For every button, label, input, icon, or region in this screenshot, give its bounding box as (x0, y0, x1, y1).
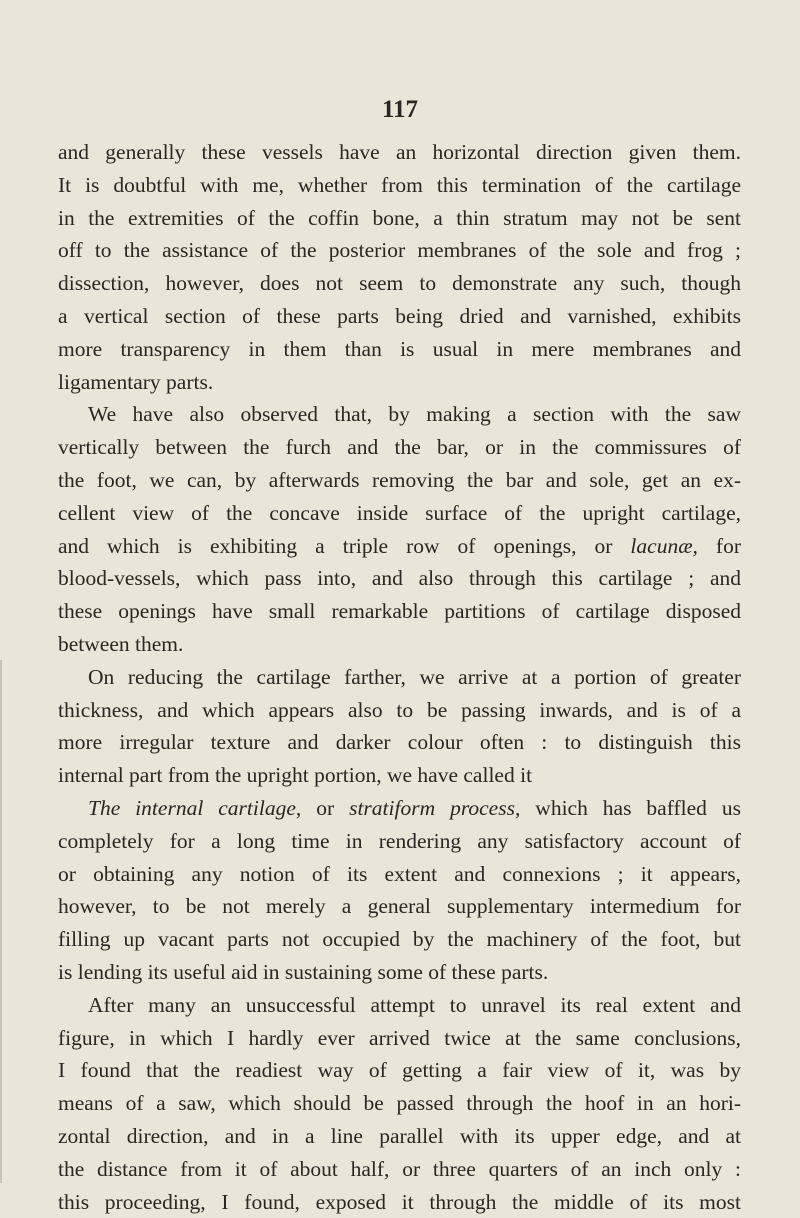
text-line: ligamentary parts. (58, 366, 741, 399)
text-line: the foot, we can, by afterwards removing the bar and sole, get an ex- (58, 464, 741, 497)
text-line: It is doubtful with me, whether from this termination of the cartilage (58, 169, 741, 202)
text-line: figure, in which I hardly ever arrived twice at the same conclusions, (58, 1022, 741, 1055)
page-number: 117 (0, 96, 800, 124)
italic-term: The internal cartilage, (88, 796, 301, 820)
text-line: a vertical section of these parts being dried and varnished, exhibits (58, 300, 741, 333)
text-line: this proceeding, I found, exposed it through the middle of its most (58, 1186, 741, 1218)
text-line: filling up vacant parts not occupied by the machinery of the foot, but (58, 923, 741, 956)
text-line: these openings have small remarkable partitions of cartilage disposed (58, 595, 741, 628)
text-line: cellent view of the concave inside surface of the upright cartilage, (58, 497, 741, 530)
page-edge-shadow (0, 660, 2, 1183)
text-line: I found that the readiest way of getting a fair view of it, was by (58, 1054, 741, 1087)
text-line: dissection, however, does not seem to demonstrate any such, though (58, 267, 741, 300)
italic-term: stratiform process, (349, 796, 520, 820)
text-line: is lending its useful aid in sustaining some of these parts. (58, 956, 741, 989)
text-line: more transparency in them than is usual in mere membranes and (58, 333, 741, 366)
text-line: On reducing the cartilage farther, we arrive at a portion of greater (58, 661, 741, 694)
italic-term: lacunæ, (630, 534, 697, 558)
body-text (58, 136, 741, 1218)
text-line: and generally these vessels have an horizontal direction given them. (58, 136, 741, 169)
text-line: or obtaining any notion of its extent and connexions ; it appears, (58, 858, 741, 891)
text-line: the distance from it of about half, or three quarters of an inch only : (58, 1153, 741, 1186)
text-line: and which is exhibiting a triple row of openings, or lacunæ, for (58, 530, 741, 563)
text-line: between them. (58, 628, 741, 661)
text-line: means of a saw, which should be passed through the hoof in an hori- (58, 1087, 741, 1120)
text-line: We have also observed that, by making a section with the saw (58, 398, 741, 431)
text-line: vertically between the furch and the bar, or in the commissures of (58, 431, 741, 464)
text-line: blood-vessels, which pass into, and also through this cartilage ; and (58, 562, 741, 595)
text-line: however, to be not merely a general supplementary intermedium for (58, 890, 741, 923)
text-line: off to the assistance of the posterior membranes of the sole and frog ; (58, 234, 741, 267)
text-line: The internal cartilage, or stratiform process, which has baffled us (58, 792, 741, 825)
text-line: more irregular texture and darker colour often : to distinguish this (58, 726, 741, 759)
text-line: After many an unsuccessful attempt to unravel its real extent and (58, 989, 741, 1022)
text-line: in the extremities of the coffin bone, a thin stratum may not be sent (58, 202, 741, 235)
text-line: zontal direction, and in a line parallel with its upper edge, and at (58, 1120, 741, 1153)
text-line: completely for a long time in rendering any satisfactory account of (58, 825, 741, 858)
text-line: thickness, and which appears also to be passing inwards, and is of a (58, 694, 741, 727)
text-line: internal part from the upright portion, we have called it (58, 759, 741, 792)
